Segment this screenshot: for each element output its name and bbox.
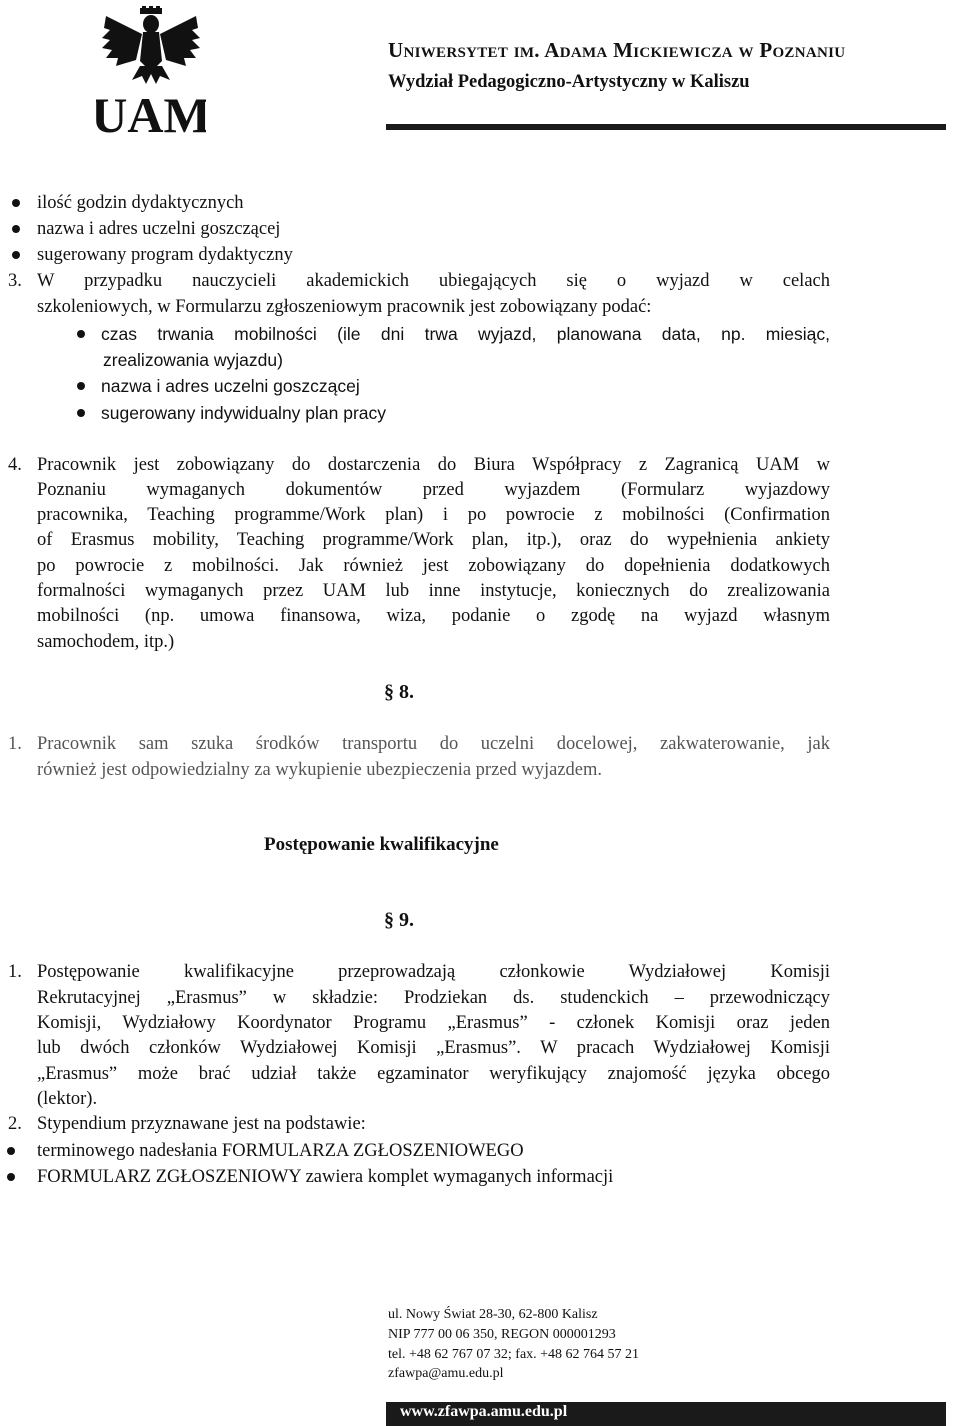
item-number: 2. (8, 1114, 22, 1134)
list-item: terminowego nadesłania FORMULARZA ZGŁOSZENIOWEGO (37, 1141, 524, 1161)
paragraph-line: szkoleniowych, w Formularzu zgłoszeniowym pracownik jest zobowiązany podać: (37, 297, 652, 317)
section-label: § 9. (384, 909, 414, 931)
university-name: Uniwersytet im. Adama Mickiewicza w Poznaniu (388, 38, 846, 62)
footer-website-link[interactable]: www.zfawpa.amu.edu.pl (400, 1403, 568, 1420)
section-heading: Postępowanie kwalifikacyjne (264, 834, 499, 855)
footer-phone: tel. +48 62 767 07 32; fax. +48 62 764 57 21 (388, 1347, 640, 1362)
faculty-name: Wydział Pedagogiczno-Artystyczny w Kaliszu (388, 72, 750, 92)
header-divider (386, 124, 946, 130)
paragraph-line: Poznaniu wymaganych dokumentów przed wyjazdem (Formularz wyjazdowy (37, 480, 830, 500)
bullet-icon (77, 330, 85, 338)
paragraph-line: W przypadku nauczycieli akademickich ubiegających się o wyjazd w celach (37, 271, 830, 291)
bullet-icon (12, 199, 20, 207)
list-item: FORMULARZ ZGŁOSZENIOWY zawiera komplet wymaganych informacji (37, 1167, 614, 1187)
paragraph-line: pracownika, Teaching programme/Work plan) i po powrocie z mobilności (Confirmation (37, 505, 830, 525)
paragraph-line: „Erasmus” może brać udział także egzaminator weryfikujący znajomość języka obcego (37, 1064, 830, 1084)
paragraph-line: samochodem, itp.) (37, 632, 175, 652)
paragraph-line: również jest odpowiedzialny za wykupienie ubezpieczenia przed wyjazdem. (37, 760, 603, 780)
paragraph-line: Pracownik jest zobowiązany do dostarczenia do Biura Współpracy z Zagranicą UAM w (37, 455, 830, 475)
item-number: 4. (8, 455, 22, 475)
paragraph-line: of Erasmus mobility, Teaching programme/Work plan, itp.), oraz do wypełnienia ankiety (37, 530, 830, 550)
paragraph-line: Komisji, Wydziałowy Koordynator Programu „Erasmus” - członek Komisji oraz jeden (37, 1013, 830, 1033)
paragraph-line: Rekrutacyjnej „Erasmus” w składzie: Prodziekan ds. studenckich – przewodniczący (37, 988, 830, 1008)
list-item: nazwa i adres uczelni goszczącej (101, 376, 360, 396)
footer-email[interactable]: zfawpa@amu.edu.pl (388, 1366, 504, 1381)
paragraph-line: po powrocie z mobilności. Jak również jest zobowiązany do dopełnienia dodatkowych (37, 556, 830, 576)
bullet-icon (12, 251, 20, 259)
paragraph-line: formalności wymaganych przez UAM lub inne instytucje, koniecznych do zrealizowania (37, 581, 830, 601)
paragraph-line: lub dwóch członków Wydziałowej Komisji „Erasmus”. W pracach Wydziałowej Komisji (37, 1038, 830, 1058)
list-item: ilość godzin dydaktycznych (37, 193, 244, 213)
list-item: zrealizowania wyjazdu) (103, 350, 283, 370)
paragraph-line: Pracownik sam szuka środków transportu do uczelni docelowej, zakwaterowanie, jak (37, 734, 830, 754)
list-item: sugerowany program dydaktyczny (37, 245, 293, 265)
bullet-icon (77, 382, 85, 390)
paragraph-line: mobilności (np. umowa finansowa, wiza, podanie o zgodę na wyjazd własnym (37, 606, 830, 626)
bullet-icon (12, 225, 20, 233)
section-label: § 8. (384, 681, 414, 703)
item-number: 3. (8, 271, 22, 291)
bullet-icon (7, 1173, 15, 1181)
list-item: nazwa i adres uczelni goszczącej (37, 219, 281, 239)
footer-nip: NIP 777 00 06 350, REGON 000001293 (388, 1327, 616, 1342)
bullet-icon (77, 409, 85, 417)
item-number: 1. (8, 962, 22, 982)
bullet-icon (7, 1147, 15, 1155)
paragraph-line: Postępowanie kwalifikacyjne przeprowadzają członkowie Wydziałowej Komisji (37, 962, 830, 982)
svg-text:UAM: UAM (96, 87, 206, 136)
uam-logo (96, 6, 206, 136)
list-item: sugerowany indywidualny plan pracy (101, 403, 387, 423)
paragraph-line: Stypendium przyznawane jest na podstawie: (37, 1114, 366, 1134)
footer-address: ul. Nowy Świat 28-30, 62-800 Kalisz (388, 1307, 598, 1322)
item-number: 1. (8, 734, 22, 754)
paragraph-line: (lektor). (37, 1089, 98, 1109)
list-item: czas trwania mobilności (ile dni trwa wyjazd, planowana data, np. miesiąc, (101, 324, 830, 344)
